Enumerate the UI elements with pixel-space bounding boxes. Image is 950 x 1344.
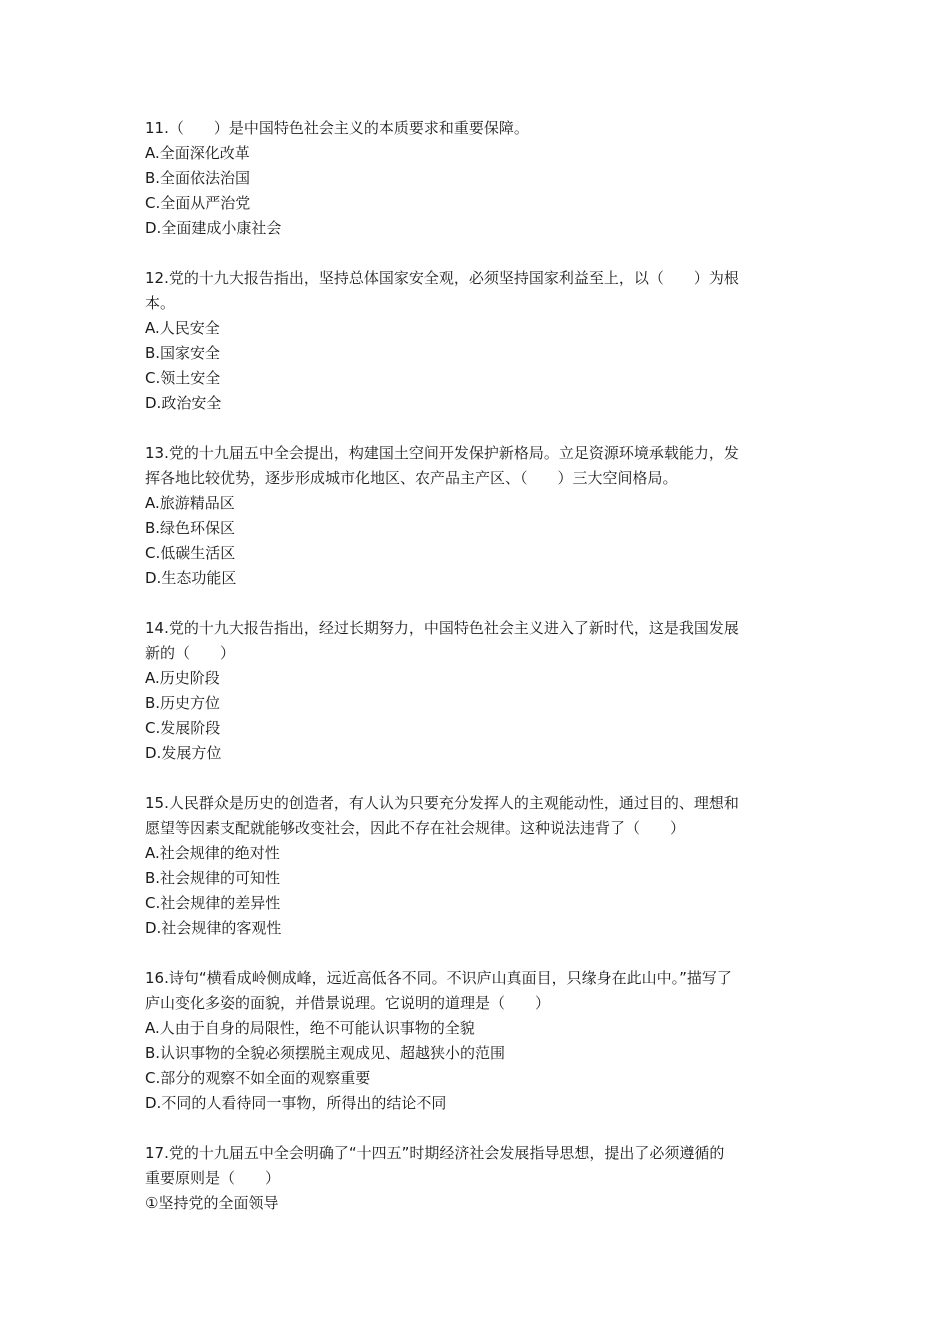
question-text-cont: 挥各地比较优势，逐步形成城市化地区、农产品主产区、（ ）三大空间格局。	[145, 469, 678, 487]
option-b: B.国家安全	[145, 344, 221, 362]
option-a: A.人民安全	[145, 319, 220, 337]
option-d: D.政治安全	[145, 394, 222, 412]
question-text: 16.诗句“横看成岭侧成峰，远近高低各不同。不识庐山真面目，只缘身在此山中。”描写了	[145, 969, 732, 987]
question-14	[145, 616, 810, 766]
option-a: A.历史阶段	[145, 669, 220, 687]
question-12	[145, 266, 810, 416]
question-text: 17.党的十九届五中全会明确了“十四五”时期经济社会发展指导思想，提出了必须遵循的	[145, 1144, 725, 1162]
option-b: B.绿色环保区	[145, 519, 236, 537]
option-c: C.部分的观察不如全面的观察重要	[145, 1069, 371, 1087]
question-text-cont: 新的（ ）	[145, 644, 236, 662]
question-text: 14.党的十九大报告指出，经过长期努力，中国特色社会主义进入了新时代，这是我国发展	[145, 619, 739, 637]
option-c: C.领土安全	[145, 369, 221, 387]
option-a: A.旅游精品区	[145, 494, 235, 512]
question-text: 13.党的十九届五中全会提出，构建国土空间开发保护新格局。立足资源环境承载能力，发	[145, 444, 739, 462]
option-a: A.人由于自身的局限性，绝不可能认识事物的全貌	[145, 1019, 475, 1037]
option-c: C.社会规律的差异性	[145, 894, 281, 912]
option-b: B.历史方位	[145, 694, 221, 712]
option-d: D.全面建成小康社会	[145, 219, 282, 237]
option-c: C.发展阶段	[145, 719, 221, 737]
question-text-cont: 重要原则是（ ）	[145, 1169, 281, 1187]
option-d: D.不同的人看待同一事物，所得出的结论不同	[145, 1094, 447, 1112]
option-b: B.认识事物的全貌必须摆脱主观成见、超越狭小的范围	[145, 1044, 506, 1062]
question-13	[145, 441, 810, 591]
question-11	[145, 116, 810, 241]
option-c: C.全面从严治党	[145, 194, 251, 212]
question-17	[145, 1141, 810, 1216]
option-b: B.全面依法治国	[145, 169, 251, 187]
option-a: A.全面深化改革	[145, 144, 250, 162]
option-1: ①坚持党的全面领导	[145, 1194, 279, 1212]
question-text: 15.人民群众是历史的创造者，有人认为只要充分发挥人的主观能动性，通过目的、理想和	[145, 794, 739, 812]
question-15	[145, 791, 810, 941]
option-b: B.社会规律的可知性	[145, 869, 281, 887]
option-d: D.社会规律的客观性	[145, 919, 282, 937]
question-16	[145, 966, 810, 1116]
question-text-cont: 本。	[145, 294, 176, 312]
question-text-cont: 庐山变化多姿的面貌，并借景说理。它说明的道理是（ ）	[145, 994, 551, 1012]
question-list	[145, 116, 810, 1241]
option-c: C.低碳生活区	[145, 544, 236, 562]
option-a: A.社会规律的绝对性	[145, 844, 280, 862]
option-d: D.发展方位	[145, 744, 222, 762]
question-text: 12.党的十九大报告指出，坚持总体国家安全观，必须坚持国家利益至上，以（ ）为根	[145, 269, 739, 287]
option-d: D.生态功能区	[145, 569, 237, 587]
question-text: 11.（ ）是中国特色社会主义的本质要求和重要保障。	[145, 119, 529, 137]
question-text-cont: 愿望等因素支配就能够改变社会，因此不存在社会规律。这种说法违背了（ ）	[145, 819, 686, 837]
